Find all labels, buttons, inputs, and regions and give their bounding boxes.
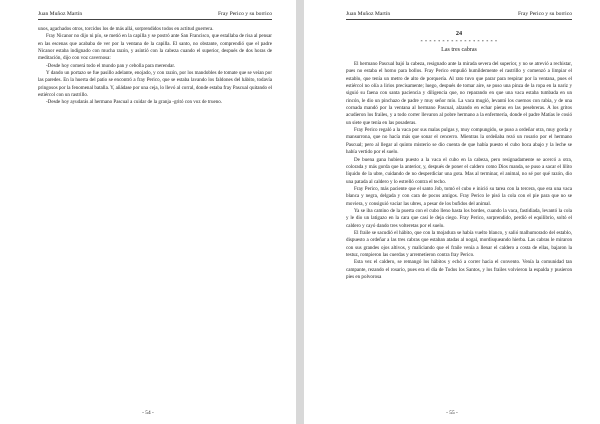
chapter-ornament: * * * * * * * * * * * * * * * * * * bbox=[420, 39, 498, 45]
paragraph: Fray Perico, más paciente que el santo Job, tomó el cubo e inició su tarea con la tercera, que era una vaca blanca y negra, delgada y con cara de pocos amigos. Fray Perico le pisó la cola con el pie para que no se moviera, y consiguió vaciar las ubres, a pesar de los bufidos del animal. bbox=[346, 185, 572, 207]
page-number: - 54 - bbox=[142, 410, 154, 416]
left-page bbox=[0, 0, 296, 424]
header-author: Juan Muñoz Martín bbox=[38, 11, 83, 17]
page-body bbox=[346, 30, 572, 281]
paragraph: Esta vez el caldero, se remangó los hábitos y echó a correr hacia el convento. Venía la comunidad tan campante, rezando el rosario, pues era el día de Todos los Santos, y los frailes volvieron la espalda y pusieron pies en polvorosa bbox=[346, 259, 572, 280]
paragraph: Fray Nicanor no dijo ni pío, se metió en la capilla y se postró ante San Francisco, que estallaba de risa al pensar en las escenas que acababa de ver por la ventana de la capilla. El santo, no obstante, comprendió que el padre Nicanor estaba indignado con mucha razón, y asintió con la cabeza cuando el superior, después de dos horas de meditación, dijo con voz cavernosa: bbox=[38, 33, 272, 62]
book-gutter bbox=[296, 0, 304, 424]
running-header bbox=[346, 11, 572, 20]
page-body bbox=[38, 26, 272, 107]
running-header bbox=[38, 11, 272, 20]
paragraph: Y dando un portazo se fue pasillo adelante, enojado, y con razón, por los mandobles de tomate que se veían por las paredes. En la huerta del patio se encontró a fray Perico, que se estaba lavando los faldones del hábito, todavía pringosos por la fenomenal batalla. Y, añádase por una ceja, lo llevó al corral, donde estaba fray Pascual quitando el estiércol con un rastrillo. bbox=[38, 70, 272, 99]
page-number: - 55 - bbox=[446, 410, 458, 416]
chapter-number: 24 bbox=[455, 30, 463, 37]
right-page bbox=[304, 0, 600, 424]
chapter-title: Las tres cabras bbox=[441, 46, 477, 53]
header-book-title: Fray Perico y su borrico bbox=[517, 11, 572, 17]
paragraph: De buena gana hubiera puesto a la vaca el cubo en la cabeza, pero resignadamente se acercó a otra, colorada y más gorda que la anterior, y, después de poner el caldero como Dios manda, se puso a sacar el lilito líquido de la ubre, cuidando de no desperdiciar una gota. Mas al terminar, el animal, no sé por qué razón, dio una patada al caldero y lo estrelló contra el techo. bbox=[346, 156, 572, 185]
paragraph: unos, agachados otros, torcidos los de más allá, sorprendidos todos en actitud guerrera. bbox=[38, 26, 214, 32]
paragraph: El hermano Pascual bajó la cabeza, resignado ante la mirada severa del superior, y no se atrevió a rechistar, pues no estaba el horno para bollos. Fray Perico empuñó humildemente el rastrillo y comenzó a limpiar el establo, que tenía un metro de alto de porquería. Al rato tuvo que parar para respirar por la ventana, pues el estiércol no olía a lirios precisamente; luego, después de tomar aire, se puso una pinza de la ropa en la nariz y siguió su faena con santa paciencia y diligencia que, no reparando en que una vaca estaba tumbada en un rincón, le dio un pinchazo de padre y muy señor mío. La vaca mugió, levantó los cuernos con rabia, y de una cornada mandó por la ventana al hermano Pascual, alzando en echar pieras en las pesebreras. A los gritos acudieron los frailes, y a todo correr llevaron al pobre hermano a la enfermería, donde el padre Matías le cosió un siete que tenía en las posaderas. bbox=[346, 61, 572, 126]
header-author: Juan Muñoz Martín bbox=[346, 11, 391, 17]
paragraph: Fray Perico regaló a la vaca por sus malas pulgas y, muy compungido, se puso a ordeñar otra, muy gorda y mansurrona, que no hacía más que sonar el cencerro. Mientras la ordeñaba rezó un rosario por el hermano Pascual; pero al llegar al quinto misterio se dio cuenta de que había puesto el cubo boca abajo y la leche se había vertido por el suelo. bbox=[346, 127, 572, 156]
paragraph: -Desde hoy ayudarás al hermano Pascual a cuidar de la granja -gritó con voz de trueno. bbox=[46, 99, 223, 106]
paragraph: El fraile se sacudió el hábito, que con la mojadura se había vuelto blanco, y salió malhumorado del establo, dispuesto a ordeñar a las tres cabras que estaban atadas al nogal, mordisqueando hierba. Las cabras le miraron con sus grandes ojos altivos, y maliciando que el fraile venía a llenar el caldero a costa de ellas, bajaron la testuz, rompieron las cuerdas y arremetieron contra fray Perico. bbox=[346, 229, 572, 258]
paragraph: -Desde hoy comerá todo el mundo pan y cebolla para merendar. bbox=[46, 62, 176, 69]
header-book-title: Fray Perico y su borrico bbox=[217, 11, 272, 17]
paragraph: Ya se iba camino de la puerta con el cubo lleno hasta los bordes, cuando la vaca, fastidiada, levantó la cola y le dio un latigazo en la cara que casi le deja ciego. Fray Perico, sorprendido, perdió el equilibrio, soltó el caldero y cayó dando tres volteretas por el suelo. bbox=[346, 207, 572, 229]
